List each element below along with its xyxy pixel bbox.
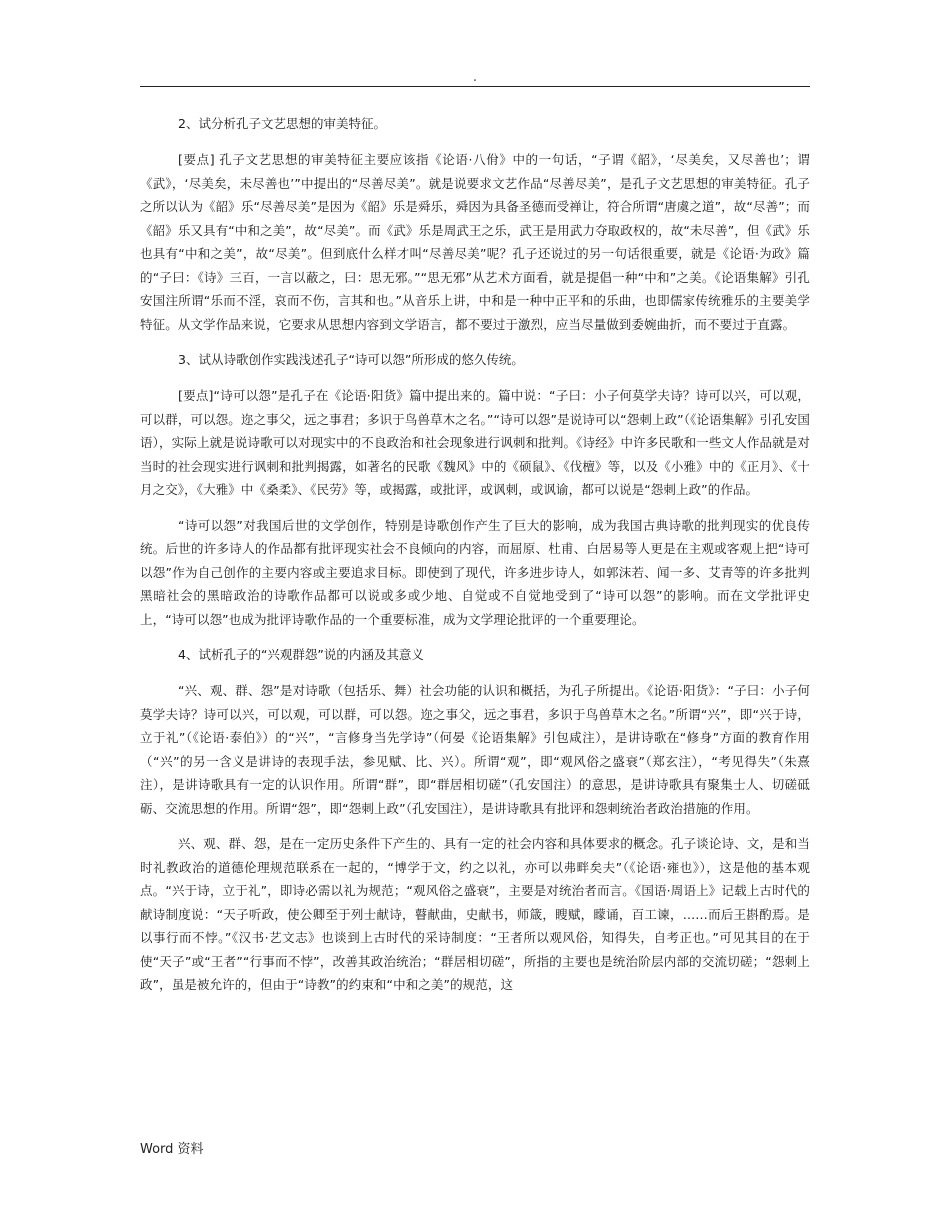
question-heading-4: 4、试析孔子的“兴观群怨”说的内涵及其意义: [178, 647, 424, 662]
document-body: [140, 112, 810, 1009]
answer-paragraph: “兴、观、群、怨”是对诗歌（包括乐、舞）社会功能的认识和概括，为孔子所提出。《论语·阳货》：“子曰：小子何莫学夫诗？诗可以兴，可以观，可以群，可以怨。迩之事父，远之事君，多识于鸟兽草木之名。”所谓“兴”，即“兴于诗，立于礼”（《论语·泰伯》）的“兴”，“言修身当先学诗”（何晏《论语集解》引包咸注），是讲诗歌在“修身”方面的教育作用（“兴”的另一含义是讲诗的表现手法，参见赋、比、兴）。所谓“观”，即“观风俗之盛衰”（郑玄注），“考见得失”（朱熹注），是讲诗歌具有一定的认识作用。所谓“群”，即“群居相切磋”（孔安国注）的意思，是讲诗歌具有聚集士人、切磋砥砺、交流思想的作用。所谓“怨”，即“怨刺上政”（孔安国注），是讲诗歌具有批评和怨刺统治者政治措施的作用。: [140, 683, 810, 816]
answer-paragraph: [要点]“诗可以怨”是孔子在《论语·阳货》篇中提出来的。篇中说：“子曰：小子何莫学夫诗？诗可以兴，可以观，可以群，可以怨。迩之事父，远之事君；多识于鸟兽草木之名。”“诗可以怨”是说诗可以“怨刺上政”（《论语集解》引孔安国语），实际上就是说诗歌可以对现实中的不良政治和社会现象进行讽刺和批判。《诗经》中许多民歌和一些文人作品就是对当时的社会现实进行讽刺和批判揭露，如著名的民歌《魏风》中的《硕鼠》、《伐檀》等，以及《小雅》中的《正月》、《十月之交》，《大雅》中《桑柔》、《民劳》等，或揭露，或批评，或讽刺，或讽谕，都可以说是“怨刺上政”的作品。: [140, 388, 810, 497]
answer-paragraph: 兴、观、群、怨，是在一定历史条件下产生的、具有一定的社会内容和具体要求的概念。孔子谈论诗、文，是和当时礼教政治的道德伦理规范联系在一起的，“博学于文，约之以礼，亦可以弗畔矣夫”（《论语·雍也》），这是他的基本观点。“兴于诗，立于礼”，即诗必需以礼为规范；“观风俗之盛衰”，主要是对统治者而言。《国语·周语上》记载上古时代的献诗制度说：“天子听政，使公卿至于列士献诗，瞽献曲，史献书，师箴，瞍赋，矇诵，百工谏，……而后王斟酌焉。是以事行而不悖。”《汉书·艺文志》也谈到上古时代的采诗制度：“王者所以观风俗，知得失，自考正也。”可见其目的在于使“天子”或“王者”“行事而不悖”，改善其政治统治；“群居相切磋”，所指的主要也是统治阶层内部的交流切磋；“怨刺上政”，虽是被允许的，但由于“诗教”的约束和“中和之美”的规范，这: [140, 836, 810, 992]
answer-paragraph: “诗可以怨”对我国后世的文学创作，特别是诗歌创作产生了巨大的影响，成为我国古典诗歌的批判现实的优良传统。后世的许多诗人的作品都有批评现实社会不良倾向的内容，而屈原、杜甫、白居易等人更是在主观或客观上把“诗可以怨”作为自己创作的主要内容或主要追求目标。即使到了现代，许多进步诗人，如郭沫若、闻一多、艾青等的许多批判黑暗社会的黑暗政治的诗歌作品都可以说或多或少地、自觉或不自觉地受到了“诗可以怨”的影响。而在文学批评史上，“诗可以怨”也成为批评诗歌作品的一个重要标准，成为文学理论批评的一个重要理论。: [140, 517, 810, 627]
header-mark: .: [472, 70, 478, 85]
footer-label: Word 资料: [140, 1142, 204, 1157]
answer-paragraph: [要点] 孔子文艺思想的审美特征主要应该指《论语·八佾》中的一句话，“子谓《韶》，‘尽美矣，又尽善也’；谓《武》，‘尽美矣，未尽善也’”中提出的“尽善尽美”。就是说要求文艺作品“尽善尽美”，是孔子文艺思想的审美特征。孔子之所以认为《韶》乐“尽善尽美”是因为《韶》乐是舜乐，舜因为具备圣德而受禅让，符合所谓“唐虞之道”，故“尽善”；而《韶》乐又具有“中和之美”，故“尽美”。而《武》乐是周武王之乐，武王是用武力夺取政权的，故“未尽善”，但《武》乐也具有“中和之美”，故“尽美”。但到底什么样才叫“尽善尽美”呢？孔子还说过的另一句话很重要，就是《论语·为政》篇的“子曰：《诗》三百，一言以蔽之，曰：思无邪。”“思无邪”从艺术方面看，就是提倡一种“中和”之美。《论语集解》引孔安国注所谓“乐而不淫，哀而不伤，言其和也。”从音乐上讲，中和是一种中正平和的乐曲，也即儒家传统雅乐的主要美学特征。从文学作品来说，它要求从思想内容到文学语言，都不要过于激烈，应当尽量做到委婉曲折，而不要过于直露。: [140, 152, 810, 332]
question-heading-3: 3、试从诗歌创作实践浅述孔子“诗可以怨”所形成的悠久传统。: [178, 352, 524, 367]
question-heading-2: 2、试分析孔子文艺思想的审美特征。: [178, 116, 386, 131]
header-rule: [140, 86, 810, 87]
